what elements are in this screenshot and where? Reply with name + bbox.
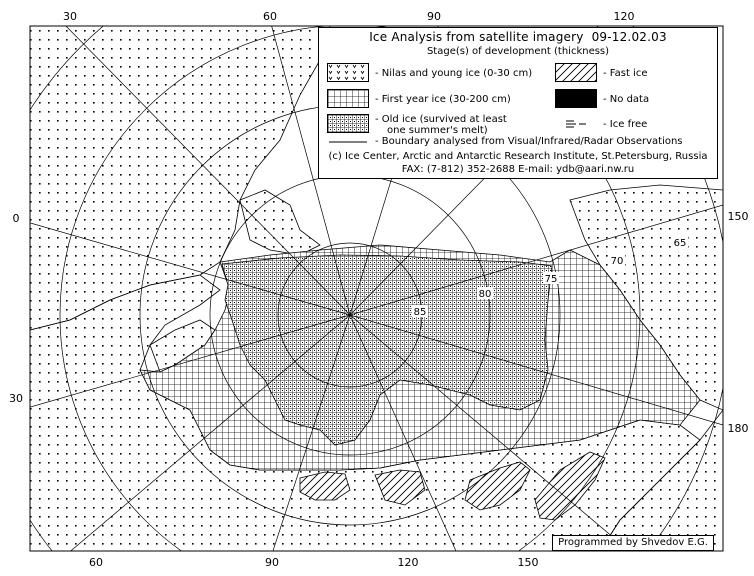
lon-label-left-30: 30 [9, 392, 23, 405]
lat-label-80: 80 [478, 289, 492, 300]
legend-title-text: Ice Analysis from satellite imagery [369, 30, 584, 44]
lon-label-left-0: 0 [12, 212, 20, 225]
legend-date-range: 09-12.02.03 [591, 30, 667, 44]
lon-label-top-90: 90 [427, 10, 441, 23]
legend-old-ice-line1: - Old ice (survived at least [375, 114, 507, 125]
legend-fast-ice-label: - Fast ice [603, 68, 648, 79]
lat-label-85: 85 [413, 307, 427, 318]
legend-no-data-label: - No data [603, 94, 650, 105]
legend-box [318, 27, 718, 179]
legend-first-year-label: - First year ice (30-200 cm) [375, 94, 511, 105]
lon-label-top-60: 60 [263, 10, 277, 23]
swatch-no-data [555, 89, 597, 108]
legend-ice-free-label: - Ice free [603, 119, 648, 130]
lon-label-top-120: 120 [613, 10, 635, 23]
lon-label-top-30: 30 [63, 10, 77, 23]
legend-subtitle: Stage(s) of development (thickness) [426, 46, 610, 57]
lon-label-bottom-60: 60 [89, 556, 103, 569]
lat-label-65: 65 [673, 238, 687, 249]
lat-label-70: 70 [610, 256, 624, 267]
programmed-by-box: Programmed by Shvedov E.G. [552, 535, 714, 551]
swatch-old-ice [327, 114, 369, 133]
legend-boundary-label: - Boundary analysed from Visual/Infrared/Radar Observations [375, 136, 683, 147]
lon-label-right-180: 180 [727, 422, 749, 435]
credit-line-1: (c) Ice Center, Arctic and Antarctic Research Institute, St.Petersburg, Russia [328, 151, 708, 162]
lon-label-bottom-150: 150 [517, 556, 539, 569]
legend-nilas-label: - Nilas and young ice (0-30 cm) [375, 68, 533, 79]
legend-old-ice-line2: one summer's melt) [387, 125, 488, 136]
boundary-line-icon [327, 138, 369, 146]
lon-label-right-150: 150 [727, 210, 749, 223]
lat-label-75: 75 [544, 274, 558, 285]
lon-label-bottom-90: 90 [265, 556, 279, 569]
ice-free-icon [563, 117, 589, 131]
lon-label-bottom-120: 120 [397, 556, 419, 569]
legend-old-ice-label [375, 114, 507, 136]
swatch-first-year-ice [327, 89, 369, 108]
legend-title [319, 30, 717, 44]
swatch-fast-ice [555, 63, 597, 82]
credit-line-2: FAX: (7-812) 352-2688 E-mail: ydb@aari.nw.ru [401, 164, 635, 175]
swatch-nilas [327, 63, 369, 82]
